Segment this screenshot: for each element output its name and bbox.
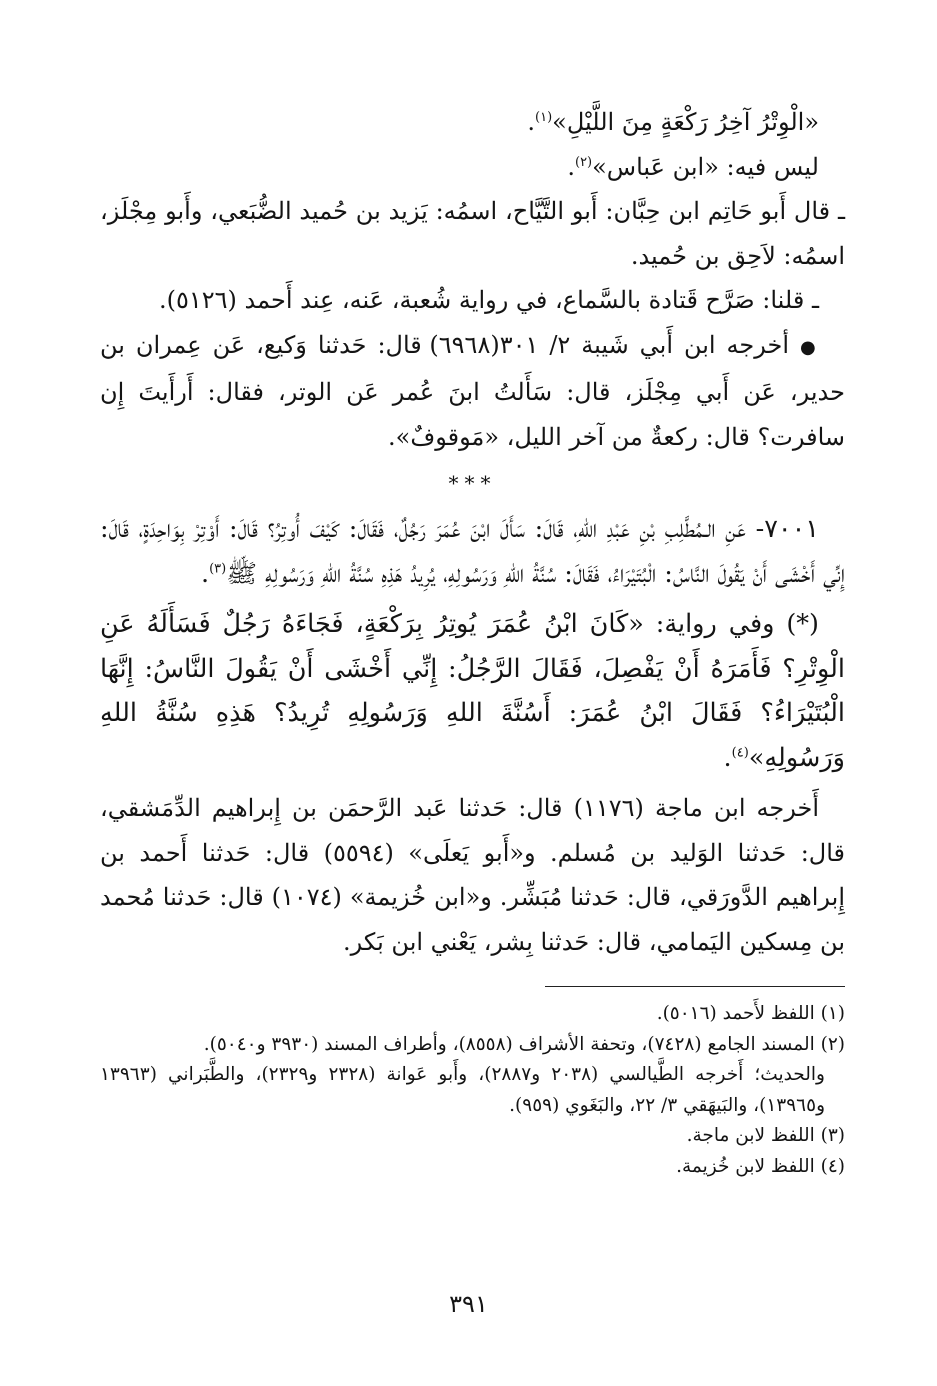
section-separator: *** [448,471,497,495]
footnote-marker: (٤) [731,745,749,760]
text-line: «الْوِتْرُ آخِرُ رَكْعَةٍ مِنَ اللَّيْلِ»$^{(١)}$. [527,108,819,136]
page-number: ٣٩١ [449,1290,488,1318]
footnote-1: (١) اللفظ لأَحمد (٥٠١٦). [656,1003,845,1024]
paragraph-takhrij-shayba [100,323,845,460]
paragraph-takhrij: أَخرجه ابن ماجة (١١٧٦) قال: حَدثنا عَبد الرَّحمَن بن إِبراهيم الدِّمَشقي، قال: حَدثنا الوَليد بن مُسلم. و«أَبو يَعلَى» (٥٥٩٤) قال: حَدثنا أَحمد بن إِبراهيم الدَّورَقي، قال: حَدثنا مُبَشِّر. و«ابن خُزيمة» (١٠٧٤) قال: حَدثنا مُحمد بن مِسكين اليَمامي، قال: حَدثنا بِشر، يَعْني ابن بَكر. [100,794,846,956]
footnote-marker: (٣) [209,561,227,576]
hadith-riwaya: (*) وفي رواية: «كَانَ ابْنُ عُمَرَ يُوتِرُ بِرَكْعَةٍ، فَجَاءَهُ رَجُلٌ فَسَأَلَهُ عَنِ الْوِتْرِ؟ فَأَمَرَهُ أَنْ يَفْصِلَ، فَقَالَ الرَّجُلُ: إِنِّي أَخْشَى أَنْ يَقُولَ النَّاسُ: إِنَّهَا الْبُتَيْرَاءُ؟ فَقَالَ ابْنُ عُمَرَ: أَسُنَّةَ اللهِ وَرَسُولِهِ تُرِيدُ؟ هَذِهِ سُنَّةُ اللهِ وَرَسُولِهِ»$^{(٤)}$. [100,609,845,773]
footnotes [100,999,845,1182]
hadith-7001: ٧٠٠١- عَنِ الـمُطَّلِبِ بْنِ عَبْدِ اللهِ، قَالَ: سَأَلَ ابْنَ عُمَرَ رَجُلٌ، فَقَالَ: كَيْفَ أُوتِرُ؟ قَالَ: أَوْتِرْ بِوَاحِدَةٍ، قَالَ: إِنِّي أَخْشَى أَنْ يَقُولَ النَّاسُ: الْبُتَيْرَاءُ، فَقَالَ: سُنَّةُ اللهِ وَرَسُولِهِ، يُرِيدُ هَذِهِ سُنَّةُ اللهِ وَرَسُولِهِ ﷺ$^{(٣)}$. [100,514,845,589]
footnote-marker: (٢) [574,154,593,170]
hadith-text: (*) وفي رواية: «كَانَ ابْنُ عُمَرَ يُوتِرُ بِرَكْعَةٍ، فَجَاءَهُ رَجُلٌ فَسَأَلَهُ عَنِ الْوِتْرِ؟ فَأَمَرَهُ أَنْ يَفْصِلَ، فَقَالَ الرَّجُلُ: إِنِّي أَخْشَى أَنْ يَقُولَ النَّاسُ: إِنَّهَا الْبُتَيْرَاءُ؟ فَقَالَ ابْنُ عُمَرَ: أَسُنَّةَ اللهِ وَرَسُولِهِ تُرِيدُ؟ هَذِهِ سُنَّةُ اللهِ وَرَسُولِهِ» [100,609,845,773]
footnote-3: (٣) اللفظ لابن ماجة. [686,1125,845,1146]
hadith-quote: «الْوِتْرُ آخِرُ رَكْعَةٍ مِنَ اللَّيْلِ» [552,108,819,136]
footnote-2-continuation: والحديث؛ أَخرجه الطَّيالسي (٢٠٣٨ و٢٨٨٧)، وأَبو عَوانة (٢٣٢٨ و٢٣٢٩)، والطَّبَراني (١٣٩٦٣ و١٣٩٦٥)، والبَيهَقي ٣/ ٢٢، والبَغَوي (٩٥٩). [100,1064,825,1116]
paragraph-qulna: ـ قلنا: صَرَّح قَتادة بالسَّماع، في رواية شُعبة، عَنه، عِند أَحمد (٥١٢٦). [158,286,819,314]
paragraph-abu-hatim: ـ قال أَبو حَاتِم ابن حِبَّان: أَبو التَّيَّاح، اسمُه: يَزيد بن حُميد الضُّبَعي، وأَبو مِجْلَز، اسمُه: لاَحِق بن حُميد. [100,197,845,270]
bullet-icon: ● [799,336,819,358]
footnote-marker: (١) [535,110,553,125]
text-line: ليس فيه: «ابن عَباس»$^{(٢)}$. [567,152,819,181]
paragraph-text: أخرجه ابن أَبي شَيبة ٢/ ٣٠١(٦٩٦٨) قال: حَدثنا وَكيع، عَن عِمران بن حدير، عَن أَبي مِجْلَز، قال: سَأَلتُ ابنَ عُمر عَن الوتر، فقال: أَرأَيتَ إِن سافرت؟ قال: ركعةٌ من آخر الليل، «مَوقوفٌ». [100,330,845,451]
footnote-2: (٢) المسند الجامع (٧٤٢٨)، وتحفة الأشراف (٨٥٥٨)، وأطراف المسند (٣٩٣٠ و٥٠٤٠). [203,1033,845,1055]
footnote-4: (٤) اللفظ لابن خُزيمة. [676,1155,845,1177]
footnote-divider [545,986,845,987]
main-text [100,100,845,964]
note-text: ليس فيه: «ابن عَباس» [592,152,819,181]
hadith-text: ٧٠٠١- عَنِ الـمُطَّلِبِ بْنِ عَبْدِ اللهِ، قَالَ: سَأَلَ ابْنَ عُمَرَ رَجُلٌ، فَقَالَ: كَيْفَ أُوتِرُ؟ قَالَ: أَوْتِرْ بِوَاحِدَةٍ، قَالَ: إِنِّي أَخْشَى أَنْ يَقُولَ النَّاسُ: الْبُتَيْرَاءُ، فَقَالَ: سُنَّةُ اللهِ وَرَسُولِهِ، يُرِيدُ هَذِهِ سُنَّةُ اللهِ وَرَسُولِهِ ﷺ [100,514,845,589]
